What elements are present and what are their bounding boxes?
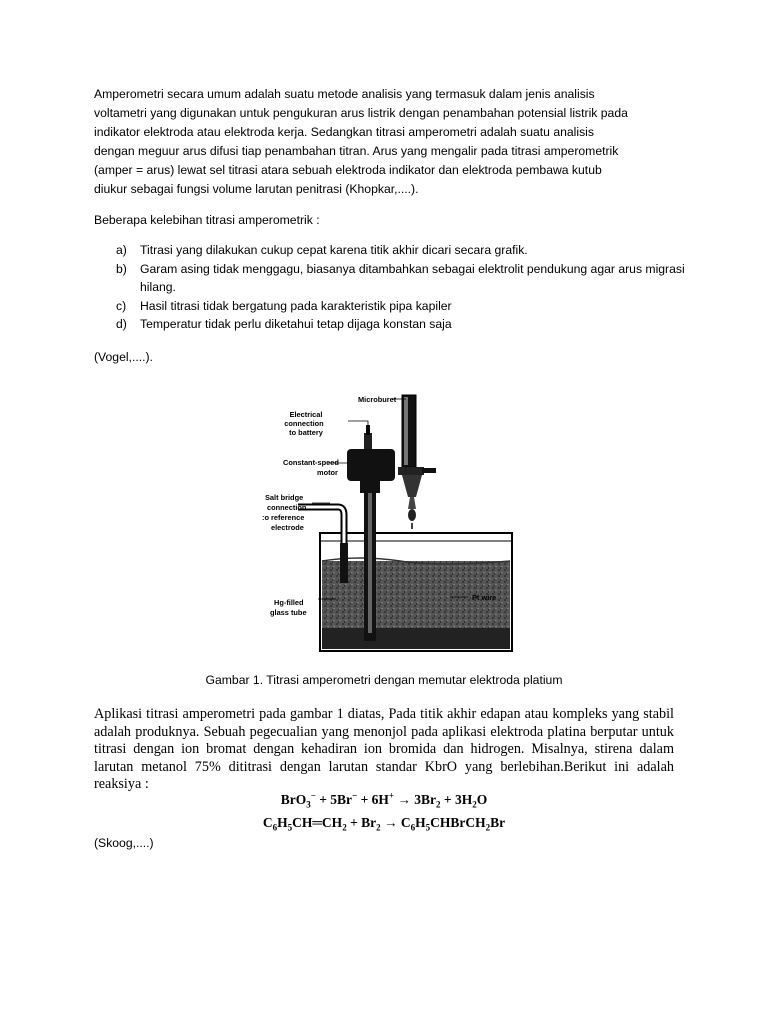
citation-vogel: (Vogel,....). [94, 350, 153, 364]
intro-line: diukur sebagai fungsi volume larutan penitrasi (Khopkar,....). [94, 182, 419, 196]
beaker [320, 533, 512, 651]
citation-skoog: (Skoog,....) [94, 836, 154, 850]
label-salt-bridge: electrode [271, 523, 304, 532]
list-item-text: Garam asing tidak menggagu, biasanya ditambahkan sebagai elektrolit pendukung agar arus migrasi hilang. [140, 261, 685, 295]
intro-line: dengan meguur arus difusi tiap penambahan titran. Arus yang mengalir pada titrasi amperometrik [94, 144, 619, 158]
list-item-text: Temperatur tidak perlu diketahui tetap dijaga konstan saja [140, 317, 452, 332]
list-marker: a) [116, 243, 127, 257]
label-motor: motor [317, 468, 338, 477]
list-item [116, 315, 696, 334]
intro-line: (amper = arus) lewat sel titrasi atara sebuah elektroda indikator dan elektroda pembawa kutub [94, 163, 602, 177]
equation-styrene: $C_6H_5CH═CH_2 + Br_2$ → $C_6H_5CHBrCH_2Br$ [262, 815, 506, 833]
list-item [116, 241, 696, 260]
list-item-text: Hasil titrasi tidak bergatung pada karakteristik pipa kapiler [140, 298, 452, 313]
list-item [116, 297, 696, 316]
label-electrical: Electrical [289, 410, 323, 419]
constant-speed-motor [347, 425, 395, 481]
advantages-heading: Beberapa kelebihan titrasi amperometrik : [94, 213, 320, 227]
list-marker: c) [116, 298, 127, 313]
intro-paragraph [94, 85, 680, 199]
label-electrical: to battery [289, 428, 323, 437]
apparatus-figure [240, 383, 530, 663]
list-item-text: Titrasi yang dilakukan cukup cepat karena titik akhir dicari secara grafik. [140, 243, 528, 257]
microburet [398, 395, 436, 529]
label-pt-wire: Pt wire [472, 593, 497, 602]
label-motor: Constant-speed [283, 458, 339, 467]
intro-line: indikator elektroda atau elektroda kerja. Sedangkan titrasi amperometri adalah suatu analisis [94, 125, 594, 139]
label-hg-tube: glass tube [270, 608, 307, 617]
label-electrical: connection [284, 419, 324, 428]
label-salt-bridge: connection [267, 503, 307, 512]
list-marker: d) [116, 317, 127, 332]
list-marker: b) [116, 261, 127, 276]
label-salt-bridge: Salt bridge [265, 493, 304, 502]
list-item [116, 260, 696, 297]
advantages-list [116, 241, 696, 334]
figure-caption: Gambar 1. Titrasi amperometri dengan memutar elektroda platium [205, 673, 563, 687]
label-salt-bridge: :o reference [262, 513, 305, 522]
intro-line: voltametri yang digunakan untuk pengukuran arus listrik dengan penambahan potensial listrik pada [94, 106, 628, 120]
equation-bromate: $BrO_3^- + 5Br^- + 6H^+ \to 3Br_2 + 3H_2O$ [280, 790, 488, 810]
label-microburet: Microburet [358, 395, 397, 404]
application-paragraph: Aplikasi titrasi amperometri pada gambar 1 diatas, Pada titik akhir edapan atau kompleks yang stabil adalah produknya. Sebuah pegecualian yang menonjol pada aplikasi elektroda platina berputar untuk titrasi dengan ion bromat dengan kehadiran ion bromida dan hidrogen. Misalnya, stirena dalam larutan metanol 75% dititrasi dengan larutan standar KbrO yang berlebihan.Berikut ini adalah reaksiya : [94, 706, 674, 793]
label-hg-tube: Hg-filled [274, 598, 304, 607]
intro-line: Amperometri secara umum adalah suatu metode analisis yang termasuk dalam jenis analisis [94, 87, 595, 101]
